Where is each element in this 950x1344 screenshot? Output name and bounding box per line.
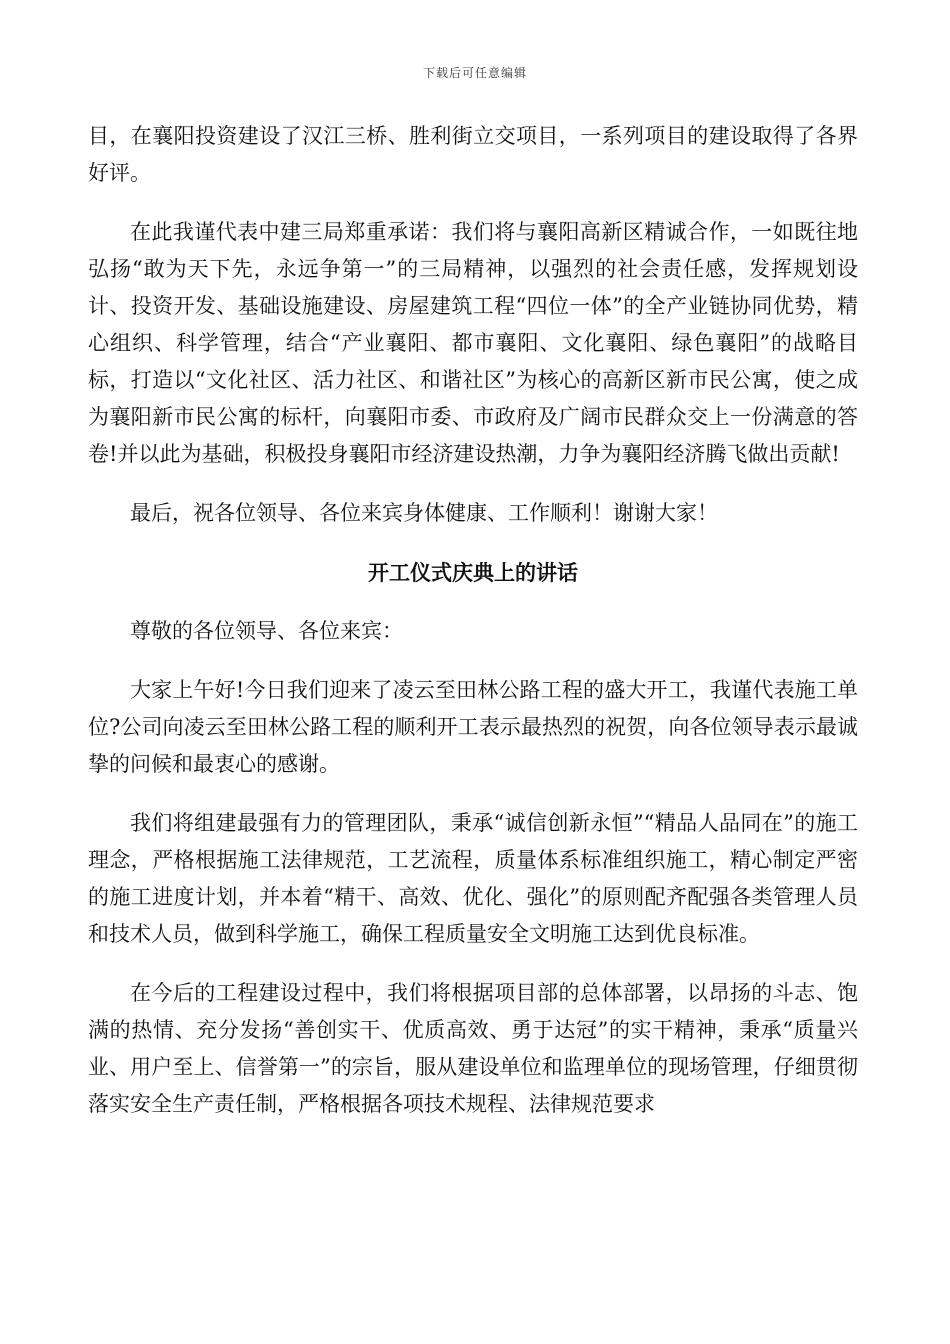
paragraph-future: 在今后的工程建设过程中，我们将根据项目部的总体部署，以昂扬的斗志、饱满的热情、充分发扬“善创实干、优质高效、勇于达冠”的实干精神，秉承“质量兴业、用户至上、信誉第一”的宗旨，服从建设单位和监理单位的现场管理，仔细贯彻落实安全生产责任制，严格根据各项技术规程、法律规范要求: [88, 981, 858, 1116]
document-body: [88, 118, 858, 1123]
paragraph-salutation: 尊敬的各位领导、各位来宾：: [130, 619, 403, 643]
paragraph-commitment: 在此我谨代表中建三局郑重承诺：我们将与襄阳高新区精诚合作，一如既往地弘扬“敢为天下先，永远争第一”的三局精神，以强烈的社会责任感，发挥规划设计、投资开发、基础设施建设、房屋建筑工程“四位一体”的全产业链协同优势，精心组织、科学管理，结合“产业襄阳、都市襄阳、文化襄阳、绿色襄阳”的战略目标，打造以“文化社区、活力社区、和谐社区”为核心的高新区新市民公寓，使之成为襄阳新市民公寓的标杆，向襄阳市委、市政府及广阔市民群众交上一份满意的答卷!并以此为基础，积极投身襄阳市经济建设热潮，力争为襄阳经济腾飞做出贡献!: [88, 220, 858, 466]
paragraph-closing: 最后，祝各位领导、各位来宾身体健康、工作顺利！谢谢大家！: [130, 501, 718, 525]
paragraph-team: 我们将组建最强有力的管理团队，秉承“诚信创新永恒”“精品人品同在”的施工理念，严格根据施工法律规范，工艺流程，质量体系标准组织施工，精心制定严密的施工进度计划，并本着“精干、高效、优化、强化”的原则配齐配强各类管理人员和技术人员，做到科学施工，确保工程质量安全文明施工达到优良标准。: [88, 811, 858, 946]
section-title: 开工仪式庆典上的讲话: [368, 560, 578, 585]
paragraph-continuation: 目，在襄阳投资建设了汉江三桥、胜利街立交项目，一系列项目的建设取得了各界好评。: [88, 124, 858, 185]
paragraph-greeting: 大家上午好!今日我们迎来了凌云至田林公路工程的盛大开工，我谨代表施工单位?公司向凌云至田林公路工程的顺利开工表示最热烈的祝贺，向各位领导表示最诚挚的问候和最衷心的感谢。: [88, 678, 858, 776]
header-note: 下载后可任意编辑: [422, 66, 527, 80]
